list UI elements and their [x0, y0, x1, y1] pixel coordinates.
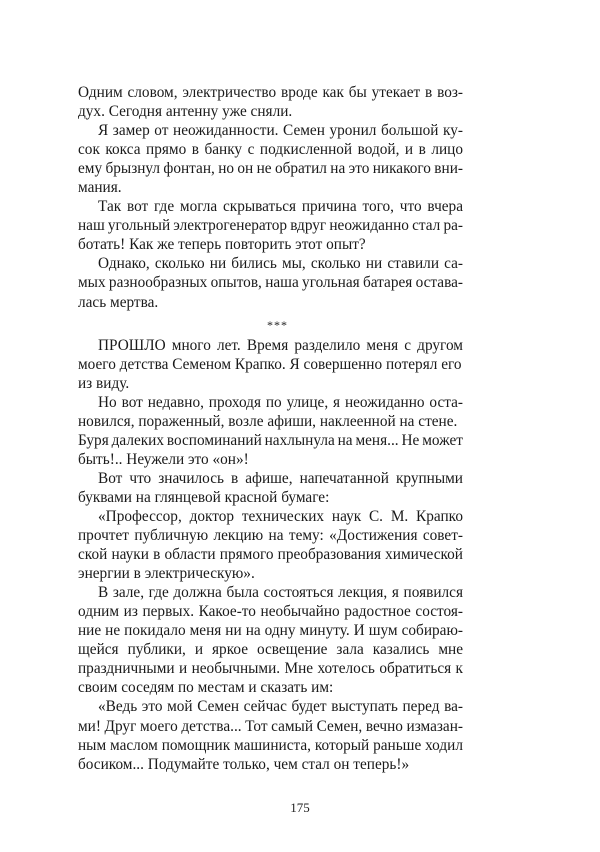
text-line: новился, пораженный, возле афиши, наклеенной на стене. — [78, 412, 458, 430]
text-line: Буря далеких воспоминаний нахлынула на меня... Не может — [78, 431, 463, 449]
text-line: босиком... Подумайте только, чем стал он теперь!» — [78, 755, 410, 773]
text-line: Вот что значилось в афише, напечатанной крупными — [98, 469, 463, 487]
text-line: одним из первых. Какое-то необычайно радостное состоя- — [78, 603, 463, 621]
text-line: буквами на глянцевой красной бумаге: — [78, 488, 330, 506]
text-line: прочтет публичную лекцию на тему: «Достижения совет- — [78, 527, 463, 545]
text-line: ему брызнул фонтан, но он не обратил на это никакого вни- — [78, 160, 463, 178]
text-line: щейся публики, и яркое освещение зала казались мне — [78, 641, 463, 659]
text-line: ботать! Как же теперь повторить этот опыт? — [78, 236, 366, 254]
text-line: из виду. — [78, 374, 130, 392]
text-line: Но вот недавно, проходя по улице, я неожиданно оста- — [98, 393, 463, 411]
text-line: энергии в электрическую». — [78, 565, 255, 583]
text-line: ние не покидало меня ни на одну минуту. И шум собираю- — [78, 622, 463, 640]
text-line: «Профессор, доктор технических наук С. М. Крапко — [98, 507, 463, 525]
text-line: мых разнообразных опытов, наша угольная батарея остава- — [78, 274, 464, 292]
text-line: моего детства Семеном Крапко. Я совершенно потерял его — [78, 355, 462, 373]
text-line: ми! Друг моего детства... Тот самый Семен, вечно измазан- — [78, 717, 463, 735]
section-separator: *** — [267, 317, 288, 332]
text-line: Так вот где могла скрываться причина того, что вчера — [98, 198, 463, 216]
text-line: наш угольный электрогенератор вдруг неожиданно стал ра- — [78, 217, 463, 235]
text-line: ным маслом помощник машиниста, который раньше ходил — [78, 736, 463, 754]
page-body — [78, 83, 463, 774]
text-line: сок кокса прямо в банку с подкисленной водой, и в лицо — [78, 141, 463, 159]
text-line: Однако, сколько ни бились мы, сколько ни ставили са- — [98, 255, 463, 273]
text-line: своим соседям по местам и сказать им: — [78, 679, 334, 697]
text-line: быть!.. Неужели это «он»! — [78, 450, 249, 468]
text-line: Одним словом, электричество вроде как бы утекает в воз- — [78, 84, 463, 101]
text-line: дух. Сегодня антенну уже сняли. — [78, 103, 293, 121]
text-line: ПРОШЛО много лет. Время разделило меня с другом — [98, 336, 463, 354]
text-line: В зале, где должна была состояться лекция, я появился — [98, 584, 463, 602]
text-line: лась мертва. — [78, 293, 159, 311]
text-line: «Ведь это мой Семен сейчас будет выступать перед ва- — [98, 698, 463, 716]
text-line: праздничными и необычными. Мне хотелось обратиться к — [78, 660, 463, 678]
text-line: ской науки в области прямого преобразования химической — [78, 546, 463, 564]
text-line: мания. — [78, 179, 122, 197]
text-line: Я замер от неожиданности. Семен уронил большой ку- — [98, 122, 463, 140]
page-number: 175 — [290, 800, 310, 815]
